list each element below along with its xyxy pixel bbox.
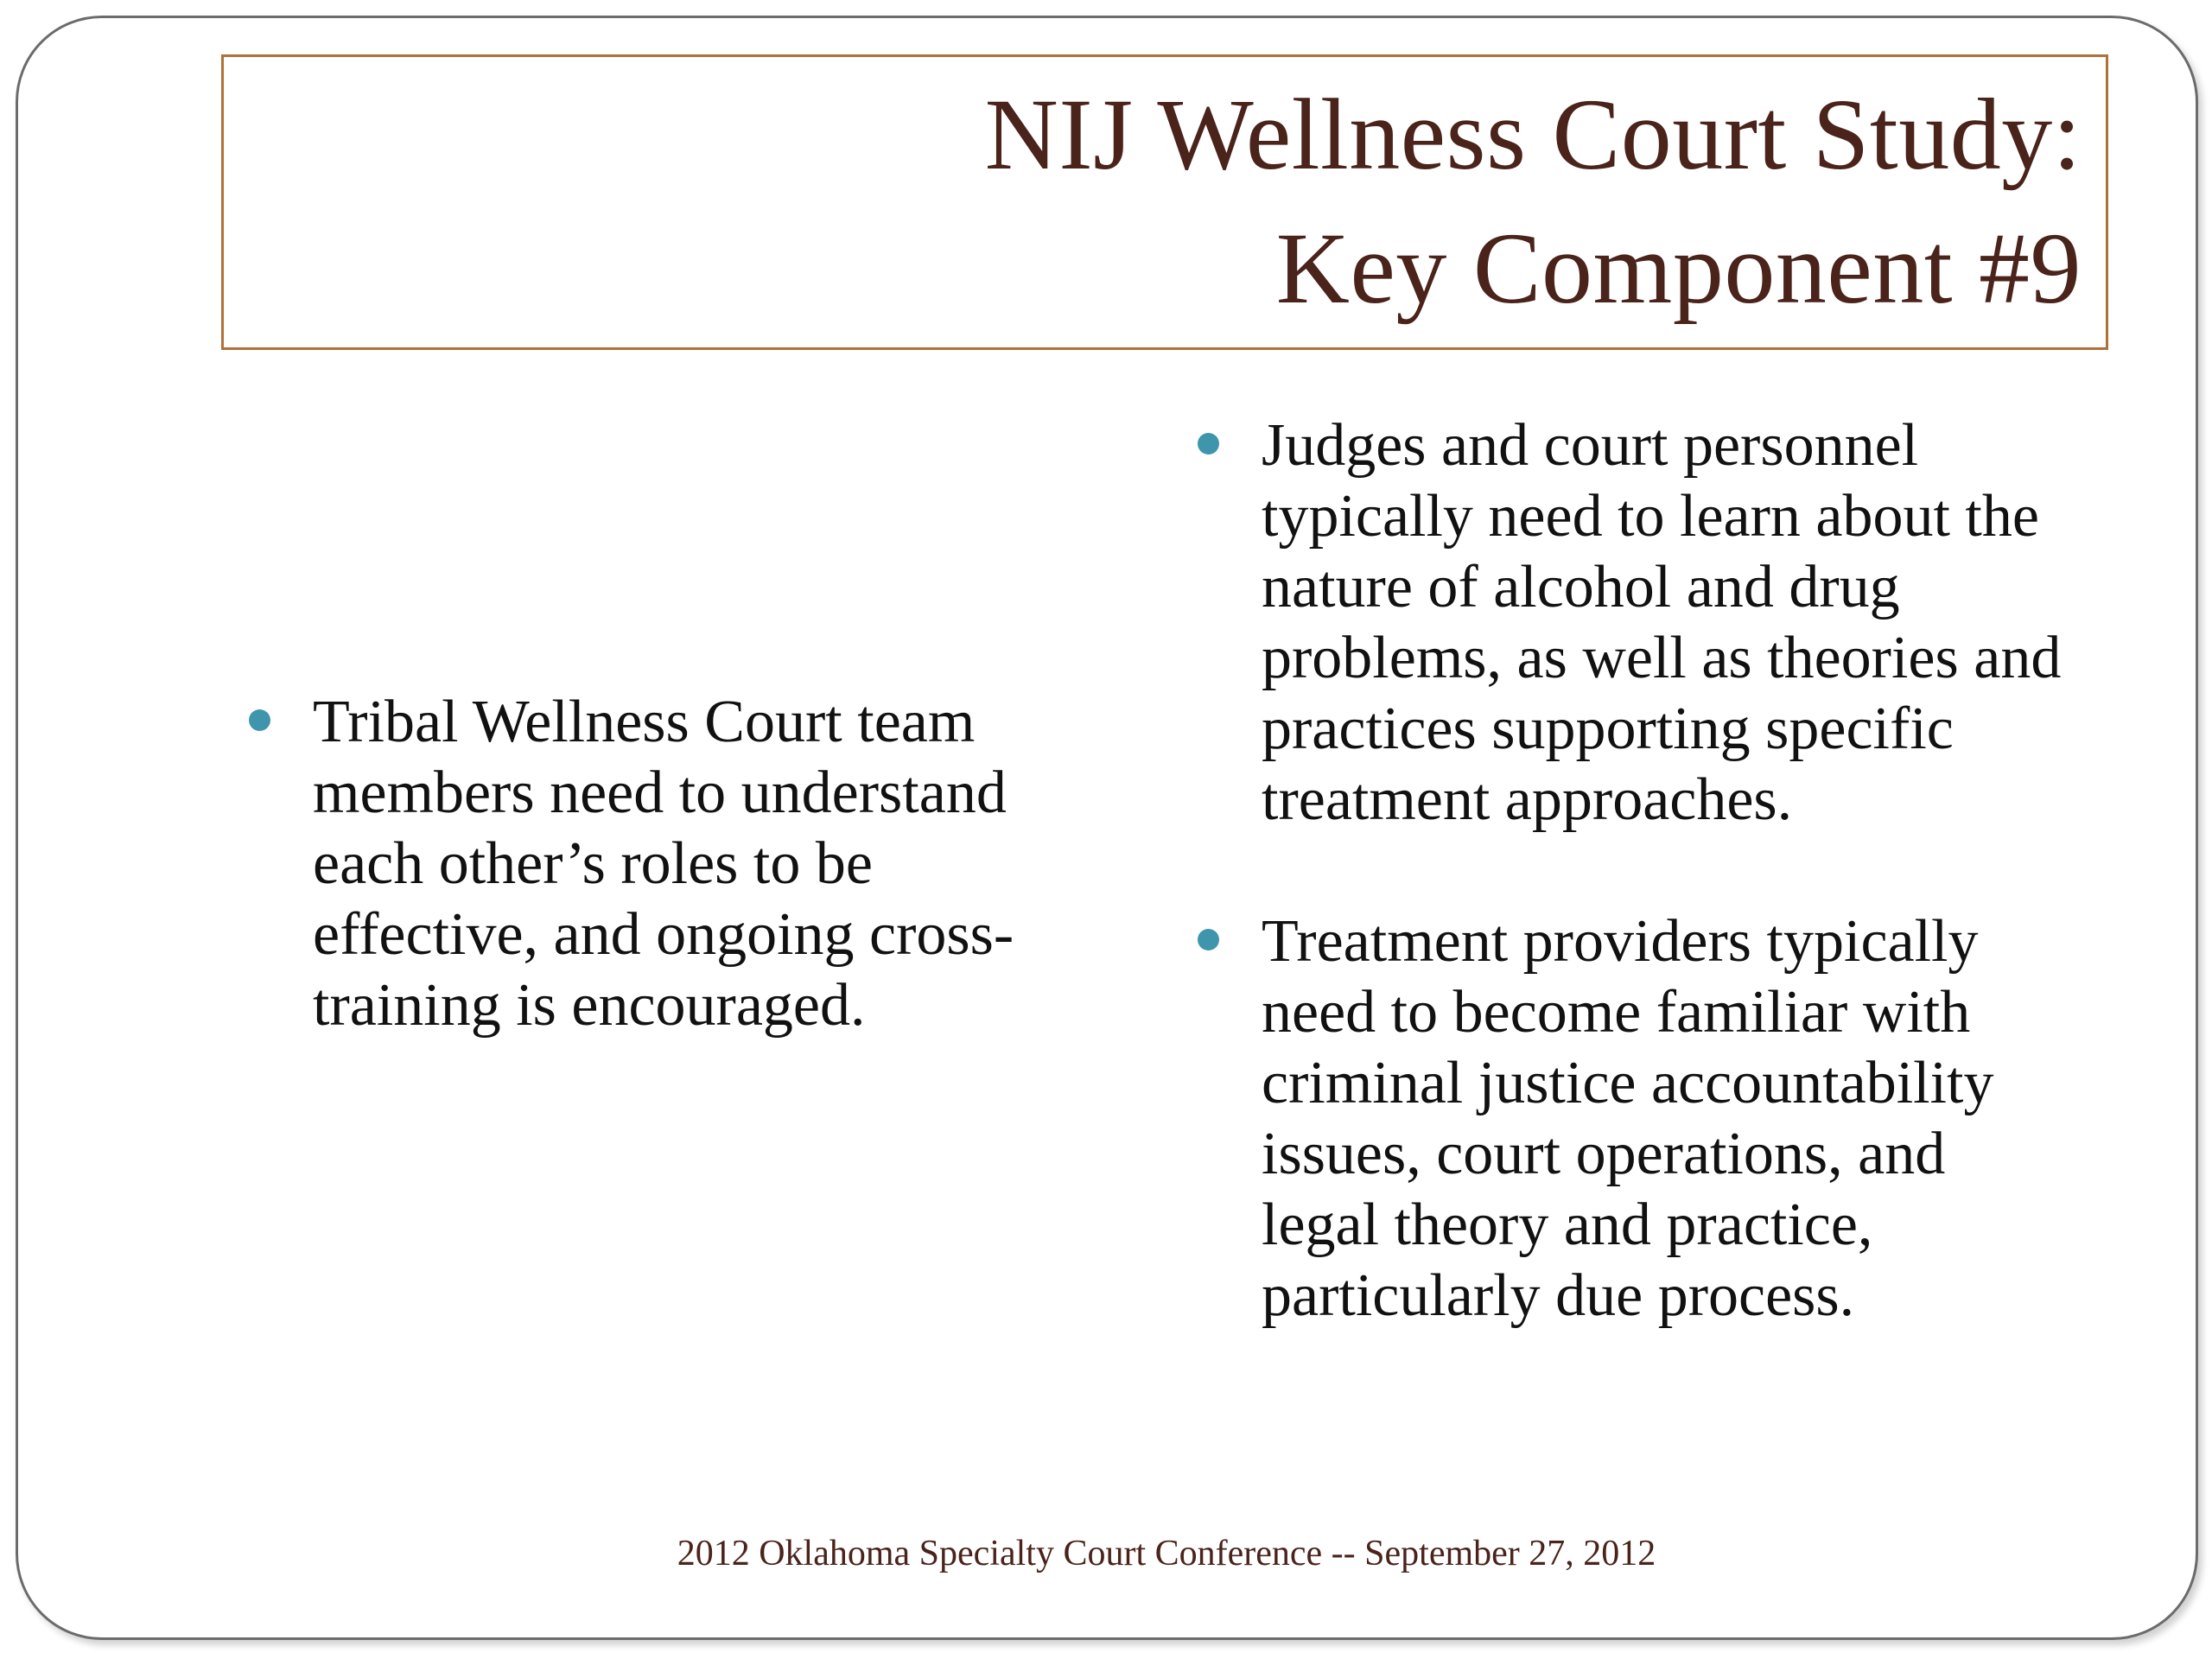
bullet-text: Judges and court personnel typically need to learn about the nature of alcohol and drug problems, as well as theories and practices supporting specific treatment approaches. xyxy=(1262,412,2062,833)
bullet-item xyxy=(244,687,1108,1041)
bullet-dot-icon xyxy=(249,709,270,731)
bullet-text: Treatment providers typically need to become familiar with criminal justice accountability issues, court operations, and legal theory and practice, particularly due process. xyxy=(1262,908,1994,1329)
bullet-item xyxy=(1192,410,2074,836)
title-line-1: NIJ Wellness Court Study: xyxy=(984,78,2082,191)
bullet-dot-icon xyxy=(1198,929,1219,950)
title-box xyxy=(221,54,2108,350)
bullet-text: Tribal Wellness Court team members need to understand each other’s roles to be effective, and ongoing cross-training is encouraged. xyxy=(313,689,1014,1039)
bullet-dot-icon xyxy=(1198,433,1219,454)
left-column xyxy=(244,687,1108,1041)
title-line-2: Key Component #9 xyxy=(1275,212,2082,325)
bullet-item xyxy=(1192,906,2074,1332)
slide-footer: 2012 Oklahoma Specialty Court Conference -- September 27, 2012 xyxy=(677,1534,1656,1573)
right-column xyxy=(1192,410,2074,1332)
